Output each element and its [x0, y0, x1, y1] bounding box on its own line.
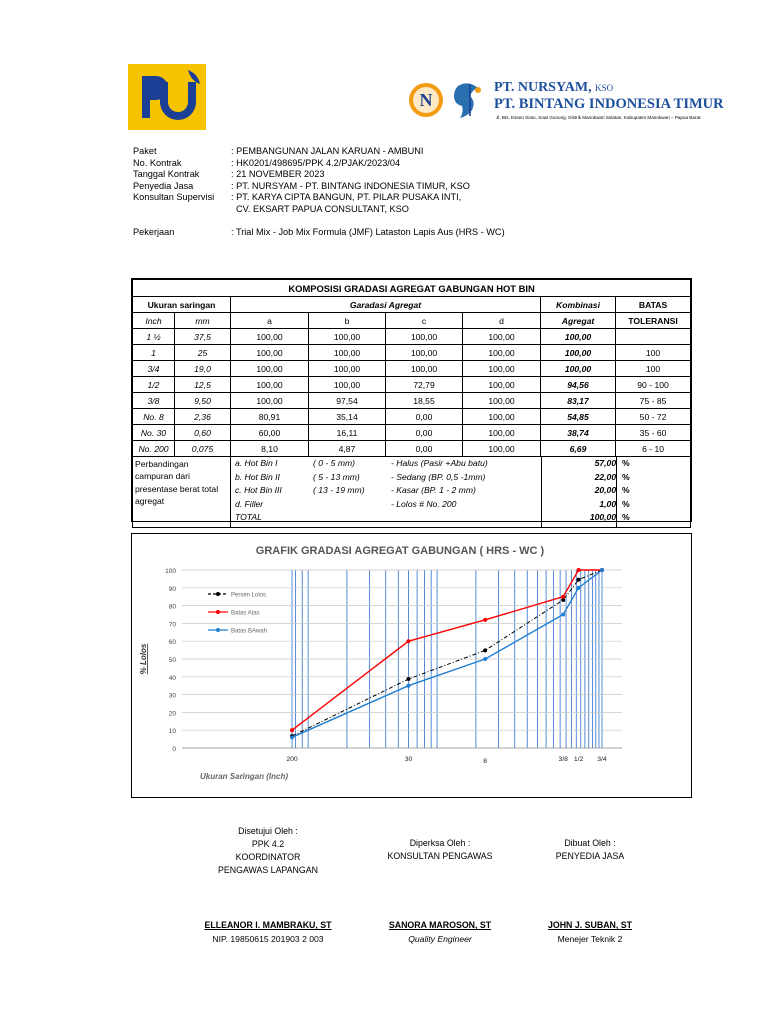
chart-svg: [132, 534, 690, 796]
cell-c: 72,79: [386, 377, 463, 393]
cell-a: 100,00: [231, 329, 309, 345]
nursyam-badge-icon: [408, 82, 444, 118]
header-aggregate: Agregat: [541, 313, 616, 329]
blend-percent: 57,00: [594, 458, 617, 468]
cell-inch: 3/4: [133, 361, 175, 377]
cell-limit: [616, 329, 691, 345]
cell-mm: 19,0: [175, 361, 231, 377]
cell-c: 0,00: [386, 441, 463, 457]
legend-label: Batas BAwah: [231, 628, 267, 635]
cell-inch: No. 8: [133, 409, 175, 425]
x-tick-label: 8: [483, 758, 488, 765]
x-tick-label: 200: [286, 756, 298, 763]
cell-a: 60,00: [231, 425, 309, 441]
y-tick-label: 90: [168, 585, 176, 593]
y-tick-label: 0: [172, 746, 176, 753]
cell-d: 100,00: [463, 361, 541, 377]
blend-size: ( 5 - 13 mm): [313, 471, 360, 482]
cell-combo: 83,17: [541, 393, 616, 409]
data-point: [290, 735, 294, 739]
checker-role: KONSULTAN PENGAWAS: [387, 851, 493, 861]
header-mm: mm: [175, 313, 231, 329]
pu-ministry-logo: [128, 64, 206, 130]
gradation-chart: [131, 533, 692, 798]
cell-limit: 100: [616, 345, 691, 361]
table-row: [133, 361, 691, 377]
checker-name: SANORA MAROSON, ST: [388, 920, 492, 930]
legend-marker: [216, 628, 220, 632]
header-b: b: [309, 313, 386, 329]
maker-name: JOHN J. SUBAN, ST: [547, 920, 633, 930]
cell-c: 100,00: [386, 361, 463, 377]
table-row: [133, 409, 691, 425]
checked-by-label: Diperksa Oleh :: [409, 838, 471, 848]
cell-combo: 94,56: [541, 377, 616, 393]
blend-unit: %: [622, 512, 630, 523]
table-row: [133, 329, 691, 345]
blend-percent: 1,00: [599, 498, 617, 509]
cell-limit: 75 - 85: [616, 393, 691, 409]
header-limit: BATAS: [616, 297, 691, 313]
data-point: [406, 639, 410, 643]
cell-combo: 100,00: [541, 345, 616, 361]
cell-c: 0,00: [386, 409, 463, 425]
table-row: [133, 441, 691, 457]
cell-a: 100,00: [231, 393, 309, 409]
header-tolerance: TOLERANSI: [616, 313, 691, 329]
blend-unit: %: [622, 485, 630, 496]
x-tick-label: 1/2: [573, 756, 584, 763]
data-point: [406, 677, 410, 681]
cell-combo: 100,00: [541, 361, 616, 377]
bintang-emblem-icon: [450, 80, 488, 120]
cell-a: 8,10: [231, 441, 309, 457]
gradation-table: [132, 279, 691, 528]
y-tick-label: 20: [168, 710, 176, 718]
y-tick-label: 50: [168, 657, 176, 664]
cell-limit: 35 - 60: [616, 425, 691, 441]
cell-mm: 0,60: [175, 425, 231, 441]
blend-desc: - Lolos # No. 200: [391, 498, 457, 509]
cell-a: 100,00: [231, 345, 309, 361]
approver-role-2: PENGAWAS LAPANGAN: [218, 865, 318, 875]
cell-c: 100,00: [386, 329, 463, 345]
table-row: [133, 377, 691, 393]
cell-limit: 100: [616, 361, 691, 377]
data-point: [483, 648, 487, 652]
blend-bin: TOTAL: [235, 512, 262, 523]
y-tick-label: 40: [168, 674, 176, 682]
cell-inch: No. 200: [133, 441, 175, 457]
cell-d: 100,00: [463, 441, 541, 457]
x-tick-label: 30: [404, 756, 413, 763]
cell-mm: 2,36: [175, 409, 231, 425]
made-by-label: Dibuat Oleh :: [564, 838, 616, 848]
cell-inch: No. 30: [133, 425, 175, 441]
cell-b: 100,00: [309, 361, 386, 377]
cell-c: 100,00: [386, 345, 463, 361]
data-point: [290, 728, 294, 732]
table-title: KOMPOSISI GRADASI AGREGAT GABUNGAN HOT BIN: [133, 280, 691, 297]
approver-role: KOORDINATOR: [235, 852, 301, 862]
cell-c: 18,55: [386, 393, 463, 409]
cell-inch: 1 ½: [133, 329, 175, 345]
company-name-line2: PT. BINTANG INDONESIA TIMUR: [494, 96, 724, 112]
header-gradation: Garadasi Agregat: [231, 297, 541, 313]
data-point: [561, 613, 565, 617]
cell-d: 100,00: [463, 425, 541, 441]
header-a: a: [231, 313, 309, 329]
approver-name: ELLEANOR I. MAMBRAKU, ST: [204, 920, 332, 930]
blend-size: ( 13 - 19 mm): [313, 485, 365, 496]
header-c: c: [386, 313, 463, 329]
header-combination: Kombinasi: [541, 297, 616, 313]
svg-text:N: N: [419, 90, 433, 110]
maker-role: PENYEDIA JASA: [555, 851, 625, 861]
checker-title: Quality Engineer: [408, 934, 472, 944]
cell-d: 100,00: [463, 345, 541, 361]
blend-bin: b. Hot Bin II: [235, 471, 280, 482]
cell-b: 35,14: [309, 409, 386, 425]
blend-label: Perbandingan campuran dari presentase berat total agregat: [135, 459, 219, 507]
series-line-1: [292, 570, 602, 730]
data-point: [483, 618, 487, 622]
cell-combo: 54,85: [541, 409, 616, 425]
blend-percent: 22,00: [594, 471, 617, 482]
cell-mm: 0,075: [175, 441, 231, 457]
company-address: Jl. Bts. Esseo Sosu, Sowi Gunung, Distrik Manokwari Selatan, Kabupaten Manokwari – Papua Barat.: [496, 115, 702, 120]
blend-unit: %: [622, 458, 630, 468]
maker-title: Menejer Teknik 2: [557, 934, 623, 944]
cell-b: 4,87: [309, 441, 386, 457]
blend-percent: 100,00: [589, 512, 617, 523]
data-point: [577, 568, 581, 572]
cell-d: 100,00: [463, 409, 541, 425]
cell-mm: 12,5: [175, 377, 231, 393]
composition-table: [131, 278, 692, 522]
x-axis-label: Ukuran Saringan (Inch): [200, 772, 289, 781]
legend-label: Batas Atas: [231, 610, 260, 617]
header-inch: Inch: [133, 313, 175, 329]
header-sieve-size: Ukuran saringan: [133, 297, 231, 313]
cell-a: 100,00: [231, 361, 309, 377]
cell-mm: 25: [175, 345, 231, 361]
cell-inch: 1/2: [133, 377, 175, 393]
blend-unit: %: [622, 498, 630, 509]
cell-c: 0,00: [386, 425, 463, 441]
company-logo: [408, 78, 724, 130]
y-tick-label: 10: [168, 728, 176, 736]
legend-marker: [216, 610, 220, 614]
x-tick-label: 3/8: [558, 756, 568, 763]
data-point: [577, 578, 581, 582]
cell-mm: 37,5: [175, 329, 231, 345]
approver-nip: NIP. 19850615 201903 2 003: [212, 934, 324, 944]
y-tick-label: 80: [168, 603, 176, 611]
cell-b: 100,00: [309, 329, 386, 345]
blend-desc: - Kasar (BP. 1 - 2 mm): [391, 485, 476, 496]
y-tick-label: 30: [168, 692, 176, 700]
series-line-0: [292, 570, 602, 736]
blend-size: ( 0 - 5 mm): [313, 458, 356, 468]
data-point: [483, 657, 487, 661]
approver-position: PPK 4.2: [251, 839, 285, 849]
blend-section: [133, 457, 691, 528]
blend-unit: %: [622, 471, 630, 482]
table-row: [133, 425, 691, 441]
blend-bin: c. Hot Bin III: [235, 485, 282, 496]
company-name-line1: PT. NURSYAM, KSO: [494, 80, 614, 95]
y-tick-label: 70: [168, 621, 176, 629]
blend-bin: d. Filler: [235, 498, 264, 509]
cell-mm: 9,50: [175, 393, 231, 409]
cell-limit: 50 - 72: [616, 409, 691, 425]
cell-b: 16,11: [309, 425, 386, 441]
legend-marker: [216, 592, 220, 596]
y-tick-label: 60: [168, 639, 176, 647]
cell-inch: 1: [133, 345, 175, 361]
cell-b: 97,54: [309, 393, 386, 409]
x-tick-label: 3/4: [597, 756, 607, 763]
data-point: [561, 595, 565, 599]
table-row: [133, 345, 691, 361]
chart-title: GRAFIK GRADASI AGREGAT GABUNGAN ( HRS - WC ): [255, 545, 545, 557]
blend-bin: a. Hot Bin I: [235, 458, 278, 468]
y-axis-label: % Lolos: [139, 643, 148, 675]
cell-combo: 6,69: [541, 441, 616, 457]
cell-d: 100,00: [463, 377, 541, 393]
blend-percent: 20,00: [594, 485, 617, 496]
data-point: [600, 568, 604, 572]
blend-desc: - Halus (Pasir +Abu batu): [391, 458, 488, 468]
cell-combo: 38,74: [541, 425, 616, 441]
cell-d: 100,00: [463, 393, 541, 409]
cell-a: 80,91: [231, 409, 309, 425]
cell-limit: 6 - 10: [616, 441, 691, 457]
cell-d: 100,00: [463, 329, 541, 345]
legend-label: Persen Lolos: [231, 592, 267, 599]
cell-limit: 90 - 100: [616, 377, 691, 393]
y-tick-label: 100: [165, 568, 176, 575]
cell-b: 100,00: [309, 345, 386, 361]
header-d: d: [463, 313, 541, 329]
approved-by-label: Disetujui Oleh :: [238, 826, 298, 836]
data-point: [577, 586, 581, 590]
blend-desc: - Sedang (BP. 0,5 -1mm): [391, 471, 486, 482]
data-point: [406, 684, 410, 688]
cell-a: 100,00: [231, 377, 309, 393]
cell-combo: 100,00: [541, 329, 616, 345]
cell-b: 100,00: [309, 377, 386, 393]
table-row: [133, 393, 691, 409]
cell-inch: 3/8: [133, 393, 175, 409]
